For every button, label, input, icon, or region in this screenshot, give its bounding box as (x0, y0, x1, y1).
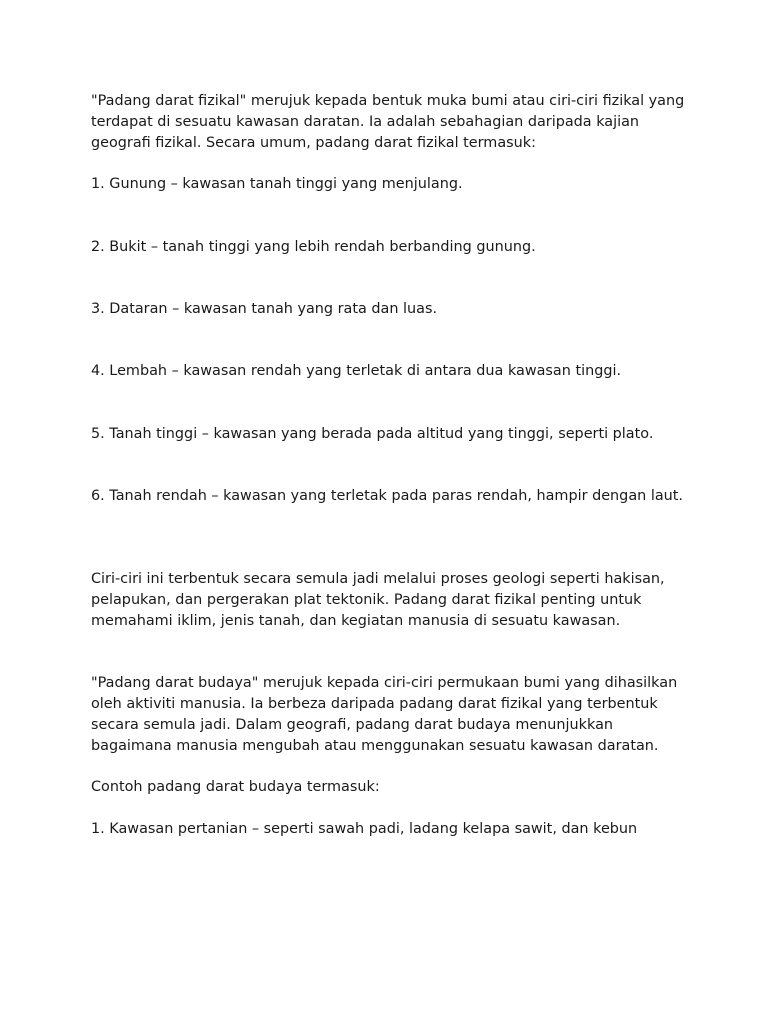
paragraph-spacer (91, 153, 691, 174)
paragraph-spacer (91, 798, 691, 819)
fizikal-list-item-3: 3. Dataran – kawasan tanah yang rata dan luas. (91, 300, 438, 317)
fizikal-list-item-1: 1. Gunung – kawasan tanah tinggi yang menjulang. (91, 176, 463, 193)
fizikal-list-item-6: 6. Tanah rendah – kawasan yang terletak pada paras rendah, hampir dengan laut. (91, 488, 683, 505)
paragraph-spacer (91, 257, 691, 299)
paragraph-spacer (91, 382, 691, 424)
paragraph-spacer (91, 195, 691, 237)
paragraph-spacer (91, 320, 691, 362)
fizikal-list-item-2: 2. Bukit – tanah tinggi yang lebih rendah berbanding gunung. (91, 238, 536, 255)
fizikal-intro-paragraph: "Padang darat fizikal" merujuk kepada bentuk muka bumi atau ciri-ciri fizikal yang terdapat di sesuatu kawasan daratan. Ia adalah sebahagian daripada kajian geografi fizikal. Secara umum, padang darat fizikal termasuk: (91, 93, 685, 151)
budaya-intro-paragraph: "Padang darat budaya" merujuk kepada ciri-ciri permukaan bumi yang dihasilkan oleh aktiviti manusia. Ia berbeza daripada padang darat fizikal yang terbentuk secara semula jadi. Dalam geografi, padang darat budaya menunjukkan bagaimana manusia mengubah atau menggunakan sesuatu kawasan daratan. (91, 675, 678, 754)
fizikal-list-item-4: 4. Lembah – kawasan rendah yang terletak di antara dua kawasan tinggi. (91, 363, 622, 380)
paragraph-spacer (91, 445, 691, 487)
fizikal-list-item-5: 5. Tanah tinggi – kawasan yang berada pada altitud yang tinggi, seperti plato. (91, 425, 654, 442)
paragraph-spacer (91, 507, 691, 569)
paragraph-spacer (91, 757, 691, 778)
budaya-list-item-1: 1. Kawasan pertanian – seperti sawah padi, ladang kelapa sawit, dan kebun (91, 820, 638, 837)
paragraph-spacer (91, 632, 691, 674)
budaya-examples-heading: Contoh padang darat budaya termasuk: (91, 779, 380, 796)
fizikal-summary-paragraph: Ciri-ciri ini terbentuk secara semula jadi melalui proses geologi seperti hakisan, pelapukan, dan pergerakan plat tektonik. Padang darat fizikal penting untuk memahami iklim, jenis tanah, dan kegiatan manusia di sesuatu kawasan. (91, 571, 665, 629)
document-body (91, 91, 691, 840)
